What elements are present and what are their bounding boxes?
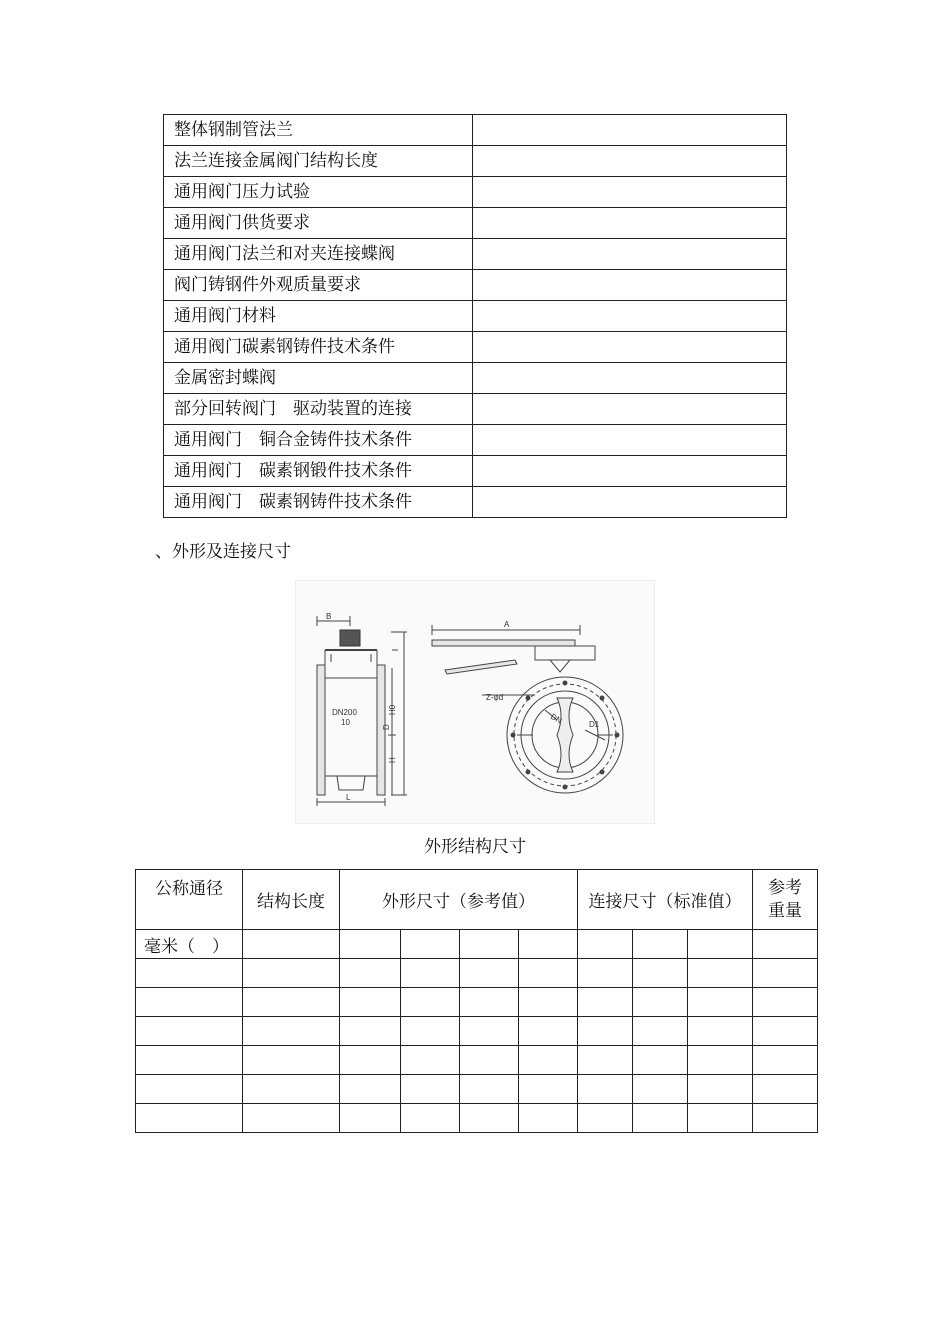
table-row [136, 1017, 818, 1046]
table-row [164, 146, 787, 177]
table-cell [243, 1104, 340, 1133]
table-row [164, 394, 787, 425]
table-cell [578, 930, 633, 959]
standard-name-cell: 通用阀门法兰和对夹连接蝶阀 [164, 239, 473, 270]
dimension-table [135, 869, 818, 1133]
standard-code-cell [473, 487, 787, 518]
table-cell [401, 930, 460, 959]
standard-code-cell [473, 332, 787, 363]
table-cell [401, 1017, 460, 1046]
table-cell [753, 1046, 818, 1075]
table-row [164, 332, 787, 363]
table-row [164, 239, 787, 270]
standard-name-cell: 金属密封蝶阀 [164, 363, 473, 394]
table-cell [633, 988, 688, 1017]
table-cell [401, 959, 460, 988]
table-cell [340, 1046, 401, 1075]
label-h: H [388, 757, 397, 763]
table-cell [578, 959, 633, 988]
standard-name-cell: 通用阀门材料 [164, 301, 473, 332]
table-cell [340, 1075, 401, 1104]
table-cell [519, 959, 578, 988]
label-10: 10 [341, 718, 350, 727]
table-cell [136, 1075, 243, 1104]
table-cell [401, 1104, 460, 1133]
table-cell [136, 988, 243, 1017]
standard-name-cell: 通用阀门 铜合金铸件技术条件 [164, 425, 473, 456]
label-l: L [346, 793, 351, 802]
label-a: A [504, 620, 510, 629]
table-cell [753, 1017, 818, 1046]
standard-code-cell [473, 301, 787, 332]
table-cell [460, 1046, 519, 1075]
table-cell [519, 1017, 578, 1046]
standard-code-cell [473, 146, 787, 177]
table-cell [460, 1075, 519, 1104]
table-row [164, 177, 787, 208]
header-row [136, 870, 818, 930]
table-cell [688, 1075, 753, 1104]
table-cell [401, 988, 460, 1017]
table-cell [633, 1046, 688, 1075]
table-cell [136, 1017, 243, 1046]
standard-code-cell [473, 363, 787, 394]
table-cell [519, 1046, 578, 1075]
table-cell [243, 1075, 340, 1104]
label-d1: D1 [589, 720, 600, 729]
table-cell [340, 930, 401, 959]
table-cell [578, 988, 633, 1017]
table-cell [136, 959, 243, 988]
table-cell [753, 1104, 818, 1133]
table-cell [519, 930, 578, 959]
table-cell [519, 1104, 578, 1133]
table-cell [578, 1046, 633, 1075]
table-cell [633, 1075, 688, 1104]
standard-name-cell: 整体钢制管法兰 [164, 115, 473, 146]
table-row [164, 456, 787, 487]
table-row [136, 1075, 818, 1104]
table-cell [688, 988, 753, 1017]
table-cell [243, 930, 340, 959]
standard-name-cell: 阀门铸钢件外观质量要求 [164, 270, 473, 301]
standard-name-cell: 通用阀门供货要求 [164, 208, 473, 239]
standard-code-cell [473, 115, 787, 146]
table-row [136, 988, 818, 1017]
table-cell [688, 930, 753, 959]
table-cell [633, 959, 688, 988]
table-row [164, 115, 787, 146]
table-cell [633, 930, 688, 959]
table-cell [340, 959, 401, 988]
standard-code-cell [473, 177, 787, 208]
table-cell [136, 1046, 243, 1075]
standard-name-cell: 通用阀门碳素钢铸件技术条件 [164, 332, 473, 363]
table-cell [688, 1046, 753, 1075]
table-cell [243, 1046, 340, 1075]
table-row [164, 487, 787, 518]
table-cell [633, 1017, 688, 1046]
table-cell [688, 959, 753, 988]
table-cell [753, 1075, 818, 1104]
header-connection-size: 连接尺寸（标准值） [578, 870, 753, 930]
standard-name-cell: 通用阀门压力试验 [164, 177, 473, 208]
standard-code-cell [473, 270, 787, 301]
table-cell [243, 1017, 340, 1046]
table-cell [688, 1017, 753, 1046]
standard-name-cell: 部分回转阀门 驱动装置的连接 [164, 394, 473, 425]
label-h0: H0 [388, 704, 397, 715]
figure-caption: 外形结构尺寸 [424, 837, 526, 857]
table-cell [688, 1104, 753, 1133]
standard-code-cell [473, 456, 787, 487]
table-cell [519, 988, 578, 1017]
table-cell [519, 1075, 578, 1104]
standard-name-cell: 通用阀门 碳素钢铸件技术条件 [164, 487, 473, 518]
valve-drawing [295, 580, 655, 824]
table-cell [401, 1075, 460, 1104]
header-structure-length: 结构长度 [243, 870, 340, 930]
table-cell [243, 988, 340, 1017]
table-cell [340, 1104, 401, 1133]
table-row [136, 959, 818, 988]
table-row [164, 208, 787, 239]
table-cell [136, 1104, 243, 1133]
standard-code-cell [473, 394, 787, 425]
table-cell [753, 959, 818, 988]
table-row [164, 270, 787, 301]
table-cell [460, 1017, 519, 1046]
standard-name-cell: 法兰连接金属阀门结构长度 [164, 146, 473, 177]
header-reference-weight: 参考 重量 [753, 870, 818, 930]
standard-name-cell: 通用阀门 碳素钢锻件技术条件 [164, 456, 473, 487]
table-cell [460, 988, 519, 1017]
table-row [136, 1046, 818, 1075]
label-dn200: DN200 [332, 708, 357, 717]
table-cell [340, 1017, 401, 1046]
table-row [164, 363, 787, 394]
table-row [164, 425, 787, 456]
standard-code-cell [473, 425, 787, 456]
table-cell [753, 930, 818, 959]
label-d: D [382, 724, 391, 730]
table-cell [578, 1075, 633, 1104]
unit-label-cell: 毫米（ ） [136, 930, 243, 959]
table-cell [633, 1104, 688, 1133]
table-cell [460, 1104, 519, 1133]
label-z-phi-d: Z-φd [486, 693, 504, 702]
table-cell [578, 1104, 633, 1133]
table-cell [753, 988, 818, 1017]
table-cell [460, 959, 519, 988]
table-cell [243, 959, 340, 988]
table-cell [460, 930, 519, 959]
table-row [164, 301, 787, 332]
label-dn: DN [549, 711, 564, 726]
standard-code-cell [473, 208, 787, 239]
standards-table [163, 114, 787, 518]
table-row [136, 1104, 818, 1133]
table-row [136, 930, 818, 959]
header-outline-size: 外形尺寸（参考值） [340, 870, 578, 930]
table-cell [578, 1017, 633, 1046]
table-cell [340, 988, 401, 1017]
section-heading: 、外形及连接尺寸 [155, 542, 291, 562]
label-b: B [326, 612, 332, 621]
table-cell [401, 1046, 460, 1075]
header-nominal-diameter: 公称通径 [136, 870, 243, 930]
standard-code-cell [473, 239, 787, 270]
